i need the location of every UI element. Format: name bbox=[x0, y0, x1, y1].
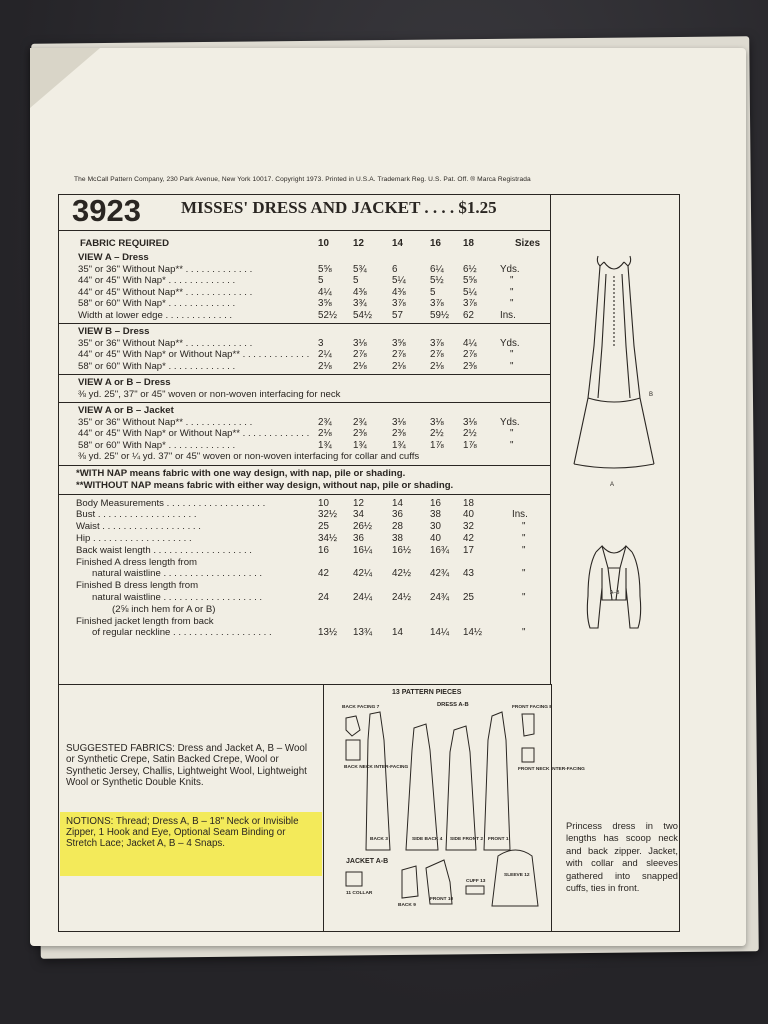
size-header: 18 bbox=[463, 238, 474, 249]
unit-label: Ins. bbox=[512, 509, 528, 521]
size-value: 6½ bbox=[463, 263, 477, 275]
section-heading: VIEW A or B – Jacket bbox=[78, 405, 174, 416]
nap-note: **WITHOUT NAP means fabric with either way design, without nap, pile or shading. bbox=[76, 479, 454, 491]
dress-view-a-drawing bbox=[574, 256, 654, 468]
back-piece bbox=[366, 712, 390, 850]
size-value: 2⅞ bbox=[463, 349, 477, 360]
unit-label: Yds. bbox=[500, 337, 520, 349]
unit-label: " bbox=[510, 275, 514, 286]
piece-label: FRONT FACING 8 bbox=[512, 705, 552, 710]
size-value: 2⅛ bbox=[318, 360, 332, 372]
measurement-value: 36 bbox=[353, 532, 364, 544]
size-value: 2½ bbox=[430, 428, 444, 439]
dress-pieces-label: DRESS A-B bbox=[437, 702, 469, 708]
size-value: 3⅞ bbox=[392, 298, 406, 309]
front-piece bbox=[484, 712, 510, 850]
row-label: 44" or 45" Without Nap** . . . . . . . . . . . . . bbox=[78, 286, 253, 298]
measurement-label: natural waistline . . . . . . . . . . . . . . . . . . . bbox=[92, 568, 263, 580]
size-value: 4¼ bbox=[318, 286, 332, 298]
measurement-value: 16¼ bbox=[353, 544, 373, 556]
size-value: 2⅞ bbox=[430, 349, 444, 360]
size-value: 3⅛ bbox=[463, 416, 477, 428]
nap-note: *WITH NAP means fabric with one way design, with nap, pile or shading. bbox=[76, 467, 406, 479]
fabrics-panel bbox=[58, 684, 323, 931]
header-rule bbox=[58, 230, 550, 231]
measurement-value: 24½ bbox=[392, 591, 412, 603]
unit-label: " bbox=[522, 568, 526, 580]
notions-text: NOTIONS: Thread; Dress A, B – 18" Neck or Invisible Zipper, 1 Hook and Eye, Optional Seam Binding or Stretch Lace; Jacket A, B – 4 Snaps. bbox=[66, 816, 299, 850]
pattern-number: 3923 bbox=[72, 193, 141, 228]
size-value: 1⅞ bbox=[430, 439, 444, 451]
measurement-label: (2⅝ inch hem for A or B) bbox=[112, 603, 216, 615]
unit-label: Ins. bbox=[500, 309, 516, 321]
size-value: 4⅜ bbox=[353, 286, 367, 298]
section-rule bbox=[58, 323, 550, 324]
measurement-label: Finished jacket length from back bbox=[76, 615, 214, 627]
size-value: 62 bbox=[463, 309, 474, 321]
measurement-value: 14 bbox=[392, 627, 403, 639]
dress-b-label: B bbox=[649, 392, 654, 398]
front-facing-piece bbox=[522, 714, 534, 736]
size-value: 2⅛ bbox=[353, 360, 367, 372]
measurement-value: 25 bbox=[463, 591, 474, 603]
measurement-value: 14½ bbox=[463, 627, 483, 639]
row-label: 35" or 36" Without Nap** . . . . . . . . . . . . . bbox=[78, 263, 253, 275]
size-header: 12 bbox=[353, 238, 364, 249]
measurement-value: 38 bbox=[430, 509, 441, 521]
publisher-line: The McCall Pattern Company, 230 Park Avenue, New York 10017. Copyright 1973. Printed in U.S.A. Trademark Reg. U.S. Pat. Off. ® Marca Registrada bbox=[74, 176, 531, 183]
unit-label: Yds. bbox=[500, 263, 520, 275]
unit-label: " bbox=[522, 591, 526, 603]
unit-label: " bbox=[510, 439, 514, 451]
piece-label: FRONT NECK INTER-FACING bbox=[518, 767, 585, 772]
size-value: 2⅛ bbox=[430, 360, 444, 372]
back-neck-interfacing-piece bbox=[346, 740, 360, 760]
size-value: 5 bbox=[318, 275, 324, 286]
piece-label: BACK NECK INTER-FACING bbox=[344, 765, 409, 770]
pattern-description: Princess dress in two lengths has scoop neck and back zipper. Jacket, with collar and sleeves gathered into snapped cuffs, ties in front. bbox=[566, 820, 678, 894]
measurement-value: 26½ bbox=[353, 521, 373, 533]
measurement-value: 34 bbox=[353, 509, 364, 521]
size-value: 52½ bbox=[318, 309, 338, 321]
row-label: 58" or 60" With Nap* . . . . . . . . . . . . . bbox=[78, 360, 236, 372]
piece-label: BACK 9 bbox=[398, 903, 416, 908]
measurement-value: 17 bbox=[463, 544, 474, 556]
pattern-title: MISSES' DRESS AND JACKET . . . . $1.25 bbox=[181, 198, 497, 217]
measurement-value: 12 bbox=[353, 497, 364, 509]
measurement-value: 24¼ bbox=[353, 591, 373, 603]
measurement-label: Waist . . . . . . . . . . . . . . . . . . . bbox=[76, 521, 201, 533]
size-value: 5 bbox=[430, 286, 436, 298]
piece-label: BACK 3 bbox=[370, 837, 388, 842]
measurement-value: 16¾ bbox=[430, 544, 450, 556]
size-value: 5½ bbox=[430, 275, 444, 286]
size-value: 2⅞ bbox=[353, 349, 367, 360]
size-value: 3 bbox=[318, 337, 324, 349]
row-label: Width at lower edge . . . . . . . . . . . . . bbox=[78, 309, 233, 321]
size-value: 2⅜ bbox=[353, 428, 367, 439]
sleeve-piece bbox=[492, 850, 538, 906]
measurement-value: 14 bbox=[392, 497, 403, 509]
size-value: 2⅜ bbox=[392, 428, 406, 439]
size-value: 3⅝ bbox=[392, 337, 406, 349]
measurement-value: 13¾ bbox=[353, 627, 373, 639]
section-rule bbox=[58, 494, 550, 495]
size-value: 2¾ bbox=[353, 416, 367, 428]
measurement-label: of regular neckline . . . . . . . . . . . . . . . . . . . bbox=[92, 627, 272, 639]
measurement-value: 16½ bbox=[392, 544, 412, 556]
piece-label: CUFF 13 bbox=[466, 879, 486, 884]
measurement-value: 38 bbox=[392, 532, 403, 544]
piece-label: 11 COLLAR bbox=[346, 891, 373, 896]
size-value: 2⅛ bbox=[318, 428, 332, 439]
size-value: 2½ bbox=[463, 428, 477, 439]
size-value: 5 bbox=[353, 275, 359, 286]
section-rule bbox=[58, 465, 550, 466]
section-heading: VIEW A or B – Dress bbox=[78, 377, 171, 388]
piece-label: FRONT 1 bbox=[488, 837, 509, 842]
unit-label: " bbox=[510, 298, 514, 309]
measurement-label: Finished B dress length from bbox=[76, 580, 199, 592]
size-value: 2¾ bbox=[318, 416, 332, 428]
fabric-required-label: FABRIC REQUIRED bbox=[80, 238, 170, 249]
row-label: 44" or 45" With Nap* or Without Nap** . . . . . . . . . . . . . bbox=[78, 349, 310, 360]
measurement-value: 42½ bbox=[392, 568, 412, 580]
measurement-value: 43 bbox=[463, 568, 474, 580]
size-value: 3⅞ bbox=[430, 337, 444, 349]
measurement-value: 18 bbox=[463, 497, 474, 509]
piece-label: SIDE FRONT 2 bbox=[450, 837, 484, 842]
measurement-value: 42 bbox=[463, 532, 474, 544]
envelope-corner-fold bbox=[30, 48, 100, 108]
unit-label: " bbox=[510, 286, 514, 298]
size-value: 2⅛ bbox=[392, 360, 406, 372]
piece-label: SLEEVE 12 bbox=[504, 873, 530, 878]
row-label: 35" or 36" Without Nap** . . . . . . . . . . . . . bbox=[78, 337, 253, 349]
measurement-label: Body Measurements . . . . . . . . . . . . . . . . . . . bbox=[76, 497, 266, 509]
measurement-value: 24¾ bbox=[430, 591, 450, 603]
size-value: 57 bbox=[392, 309, 403, 321]
size-value: 1¾ bbox=[318, 439, 332, 451]
measurement-value: 32½ bbox=[318, 509, 338, 521]
measurement-value: 16 bbox=[430, 497, 441, 509]
size-value: 3⅛ bbox=[353, 337, 367, 349]
size-header: 16 bbox=[430, 238, 441, 249]
size-value: 5¼ bbox=[392, 275, 406, 286]
size-value: 6¼ bbox=[430, 263, 444, 275]
size-value: 5⅝ bbox=[463, 275, 477, 286]
pieces-title: 13 PATTERN PIECES bbox=[392, 689, 462, 696]
jacket-drawing bbox=[587, 546, 640, 628]
pattern-pieces-diagram bbox=[326, 700, 585, 910]
size-value: 2⅜ bbox=[463, 360, 477, 372]
measurement-label: Bust . . . . . . . . . . . . . . . . . . . bbox=[76, 509, 197, 521]
row-label: 44" or 45" With Nap* or Without Nap** . . . . . . . . . . . . . bbox=[78, 428, 310, 439]
measurement-value: 32 bbox=[463, 521, 474, 533]
dress-a-label: A bbox=[610, 482, 615, 488]
measurement-value: 40 bbox=[463, 509, 474, 521]
row-label: ⅜ yd. 25" or ¼ yd. 37" or 45" woven or non-woven interfacing for collar and cuffs bbox=[78, 451, 420, 462]
measurement-value: 36 bbox=[392, 509, 403, 521]
row-label: 58" or 60" With Nap* . . . . . . . . . . . . . bbox=[78, 298, 236, 309]
section-heading: VIEW B – Dress bbox=[78, 326, 150, 337]
jacket-back-piece bbox=[402, 866, 418, 898]
suggested-fabrics: SUGGESTED FABRICS: Dress and Jacket A, B – Wool or Synthetic Crepe, Satin Backed Crepe, Wool or Synthetic Jersey, Challis, Lightweight Wool, Lightweight Wool or Synthetic Double Knits. bbox=[66, 743, 308, 789]
row-label: 58" or 60" With Nap* . . . . . . . . . . . . . bbox=[78, 439, 236, 451]
measurement-value: 30 bbox=[430, 521, 441, 533]
size-value: 4⅜ bbox=[392, 286, 406, 298]
side-front-piece bbox=[446, 726, 476, 850]
measurement-value: 34½ bbox=[318, 532, 338, 544]
size-value: 3¾ bbox=[353, 298, 367, 309]
row-label: 44" or 45" With Nap* . . . . . . . . . . . . . bbox=[78, 275, 236, 286]
collar-piece bbox=[346, 872, 362, 886]
front-neck-interfacing-piece bbox=[522, 748, 534, 762]
back-facing-piece bbox=[346, 716, 360, 736]
piece-label: SIDE BACK 4 bbox=[412, 837, 443, 842]
section-heading: VIEW A – Dress bbox=[78, 252, 149, 263]
piece-label: BACK FACING 7 bbox=[342, 705, 380, 710]
measurement-value: 28 bbox=[392, 521, 403, 533]
measurement-value: 16 bbox=[318, 544, 329, 556]
size-value: 4¼ bbox=[463, 337, 477, 349]
size-value: 5¾ bbox=[353, 263, 367, 275]
unit-label: " bbox=[522, 627, 526, 639]
measurement-value: 42¾ bbox=[430, 568, 450, 580]
measurement-value: 10 bbox=[318, 497, 329, 509]
measurement-value: 42 bbox=[318, 568, 329, 580]
size-value: 3⅞ bbox=[430, 298, 444, 309]
section-rule bbox=[58, 374, 550, 375]
size-value: 1⅞ bbox=[463, 439, 477, 451]
size-value: 6 bbox=[392, 263, 398, 275]
measurement-label: natural waistline . . . . . . . . . . . . . . . . . . . bbox=[92, 591, 263, 603]
piece-label: FRONT 10 bbox=[430, 897, 454, 902]
measurement-value: 24 bbox=[318, 591, 329, 603]
section-rule bbox=[58, 402, 550, 403]
jacket-pieces-label: JACKET A-B bbox=[346, 858, 389, 865]
unit-label: " bbox=[522, 532, 526, 544]
fashion-illustrations bbox=[552, 196, 676, 696]
unit-label: " bbox=[510, 349, 514, 360]
measurement-label: Hip . . . . . . . . . . . . . . . . . . . bbox=[76, 532, 192, 544]
size-value: 2¼ bbox=[318, 349, 332, 360]
measurement-value: 42¼ bbox=[353, 568, 373, 580]
measurement-value: 40 bbox=[430, 532, 441, 544]
unit-label: Yds. bbox=[500, 416, 520, 428]
size-value: 54½ bbox=[353, 309, 373, 321]
measurement-value: 25 bbox=[318, 521, 329, 533]
row-label: 35" or 36" Without Nap** . . . . . . . . . . . . . bbox=[78, 416, 253, 428]
size-header: 10 bbox=[318, 238, 329, 249]
unit-label: " bbox=[522, 544, 526, 556]
size-value: 3⅝ bbox=[318, 298, 332, 309]
cuff-piece bbox=[466, 886, 484, 894]
size-value: 3⅛ bbox=[430, 416, 444, 428]
size-header: 14 bbox=[392, 238, 403, 249]
measurement-label: Back waist length . . . . . . . . . . . . . . . . . . . bbox=[76, 544, 252, 556]
measurement-value: 13½ bbox=[318, 627, 338, 639]
measurement-value: 14¼ bbox=[430, 627, 450, 639]
jacket-view-label: A–B bbox=[610, 590, 620, 596]
size-value: 5¼ bbox=[463, 286, 477, 298]
unit-label: " bbox=[522, 521, 526, 533]
side-back-piece bbox=[406, 724, 438, 850]
size-value: 59½ bbox=[430, 309, 450, 321]
sizes-label: Sizes bbox=[515, 238, 541, 249]
size-value: 5⅝ bbox=[318, 263, 332, 275]
unit-label: " bbox=[510, 428, 514, 439]
size-value: 2⅞ bbox=[392, 349, 406, 360]
measurement-label: Finished A dress length from bbox=[76, 556, 198, 568]
size-value: 3⅞ bbox=[463, 298, 477, 309]
unit-label: " bbox=[510, 360, 514, 372]
size-value: 1¾ bbox=[353, 439, 367, 451]
size-value: 3⅛ bbox=[392, 416, 406, 428]
size-value: 1¾ bbox=[392, 439, 406, 451]
row-label: ⅜ yd. 25", 37" or 45" woven or non-woven interfacing for neck bbox=[78, 388, 341, 400]
